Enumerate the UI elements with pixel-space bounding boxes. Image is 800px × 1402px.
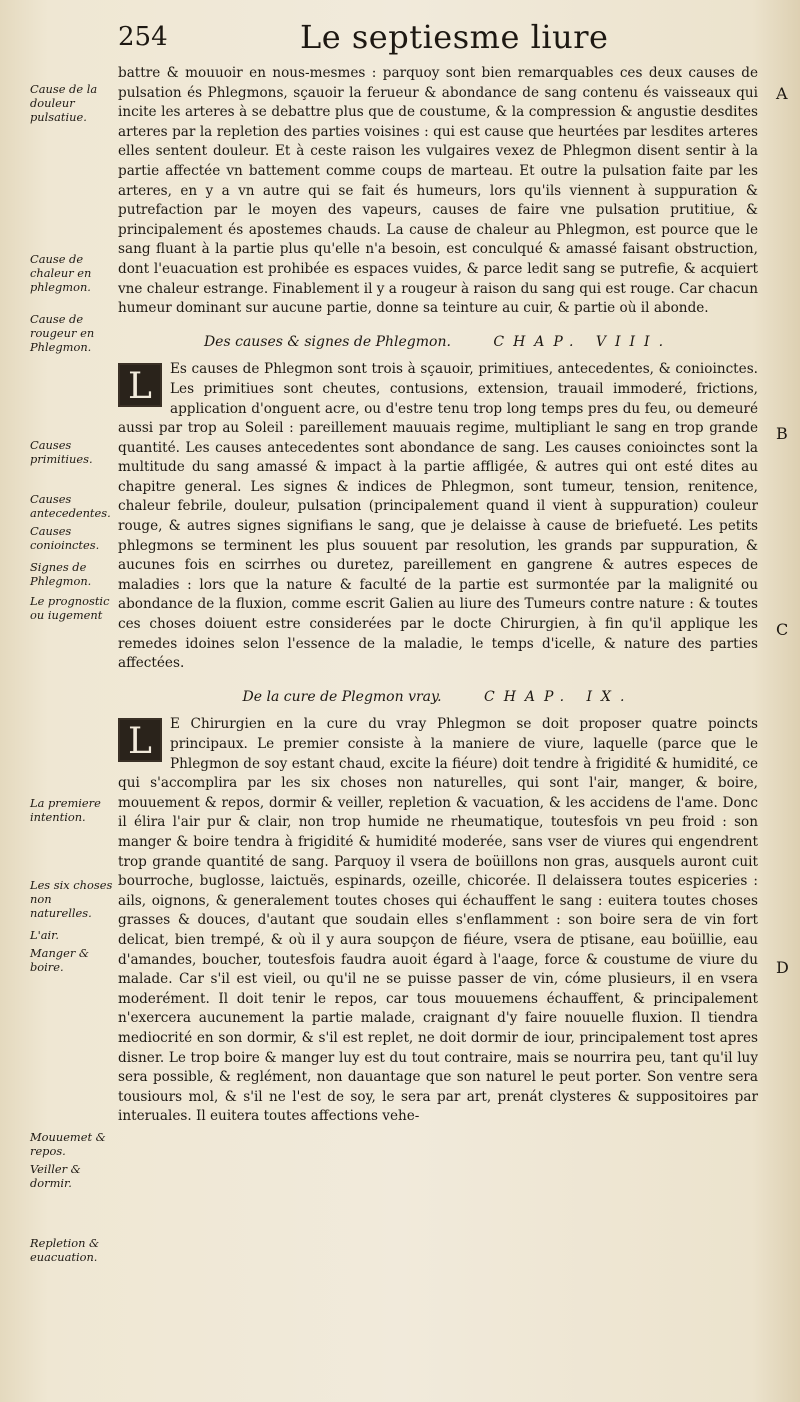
margin-note: Les six choses non naturelles. [30,878,113,920]
signature-mark: C [776,620,789,639]
paragraph: battre & mouuoir en nous-mesmes : parquoy sont bien remarquables ces deux causes de pulsation és Phlegmons, sçauoir la ferueur & abondance de sang contenu és vaisseaux qui incite les arteres à se debattre plus que de coustume, & la compression & angustie desdites arteres par la repletion des parties voisines : qui est cause que heurtées par lesdites arteres elles sentent douleur. Et à ceste raison les vulgaires vexez de Phlegmon disent sentir à la partie affectée vn battement comme coups de marteau. Et outre la pulsation faite par les arteres, en y a vn autre qui se fait és humeurs, lors qu'ils viennent à suppuration & putrefaction par le moyen des vapeurs, causes de faire vne pulsation prutitiue, & principalement és apostemes chauds. La cause de chaleur au Phlegmon, est pource que le sang fluant à la partie plus qu'elle n'a besoin, est conculqué & amassé faisant obstruction, dont l'euacuation est prohibée es espaces vuides, & parce ledit sang se putrefie, & acquiert vne chaleur estrange. Finablement il y a rougeur à raison du sang qui est rouge. Car chacun humeur dominant sur aucune partie, donne sa teinture au cuir, & partie où il abonde. [118,65,758,317]
margin-note: Causes conioinctes. [30,524,100,552]
paragraph-text: E Chirurgien en la cure du vray Phlegmon se doit proposer quatre poincts principaux. Le premier consiste à la maniere de viure, laquelle (parce que le Phlegmon de soy estant chaud, excite la fiéure) doit tendre à frigidité & humidité, ce qui s'accomplira par les six choses non naturelles, qui sont l'air, manger, & boire, mouuement & repos, dormir & veiller, repletion & vacuation, & les accidens de l'ame. Donc il élira l'air pur & clair, non trop humide ne rheumatique, toutesfois vn peu froid : son manger & boire tendra à frigidité & humidité moderée, sans vser de viures qui engendrent trop grande quantité de sang. Parquoy il vsera de boüillons non gras, ausquels auront cuit bourroche, buglosse, laictuës, espinards, ozeille, chicorée. Il delaissera toutes espiceries : ails, oignons, & generalement toutes choses qui échauffent le sang : euitera toutes choses grasses & douces, d'autant que soudain elles s'enflamment : son boire sera de vin fort delicat, bien trempé, & où il y aura soupçon de fiéure, vsera de ptisane, eau boüillie, eau d'amandes, boucher, toutesfois faudra auoit égard à l'aage, force & coustume de viure du malade. Car s'il est vieil, ou qu'il ne se puisse passer de vin, cóme plusieurs, il en vsera moderément. Il doit tenir le repos, car tous mouuemens échauffent, & principalement n'exercera aucunement la partie malade, craignant d'y faire nouuelle fluxion. Il tiendra mediocrité en son dormir, & s'il est replet, ne doit dormir de iour, principalement tost apres disner. Le trop boire & manger luy est du tout contraire, mais se nourrira peu, tant qu'il luy sera possible, & reglément, non dauantage que son naturel le peut porter. Son ventre sera tousiours mol, & s'il ne l'est de soy, le sera par art, prenát clysteres & suppositoires par interuales. Il euitera toutes affections vehe- [118,716,758,1125]
signature-mark: D [776,958,789,977]
margin-note: Causes primitiues. [30,438,93,466]
margin-note: Le prognostic ou iugement [30,594,110,622]
page-header [0,18,800,58]
margin-note: La premiere intention. [30,796,101,824]
drop-cap-initial: L [118,363,162,407]
paragraph-text: Es causes de Phlegmon sont trois à sçauoir, primitiues, antecedentes, & conioinctes. Les primitiues sont cheutes, contusions, extension, trauail immoderé, frictions, application d'onguent acre, ou d'estre tenu trop long temps pres du feu, ou demeuré aussi par trop au Soleil : pareillement mauuais regime, multipliant le sang en trop grande quantité. Les causes antecedentes sont abondance de sang. Les causes conioinctes sont la multitude du sang amassé & impact à la partie affligée, & autres qui ont esté dites au chapitre general. Les signes & indices de Phlegmon, sont tumeur, tension, renitence, chaleur febrile, douleur, pulsation (principalement quand il vient à suppuration) couleur rouge, & autres signes signifians le sang, que je delaisse à cause de briefueté. Les petits phlegmons se terminent les plus souuent par resolution, les grands par suppuration, & aucunes fois en scirrhes ou duretez, pareillement en gangrene & autres especes de maladies : lors que la nature & faculté de la partie est surmontée par la malignité ou abondance de la fluxion, comme escrit Galien au liure des Tumeurs contre nature : & toutes ces choses doiuent estre considerées par le docte Chirurgien, à fin qu'il applique les remedes idoines selon l'essence de la maladie, le temps d'icelle, & nature des parties affectées. [118,361,758,672]
chapter-heading [118,688,758,708]
margin-note: Manger & boire. [30,946,90,974]
running-head: Le septiesme liure [300,18,609,56]
signature-mark: B [776,424,788,443]
margin-note: Repletion & euacuation. [30,1236,100,1264]
margin-note: Cause de rougeur en Phlegmon. [30,312,95,354]
margin-note: Mouuemet & repos. [30,1130,106,1158]
paragraph [118,360,758,674]
main-text [118,64,758,1127]
margin-notes [0,0,118,1402]
chapter-title: Des causes & signes de Phlegmon. [203,333,451,350]
margin-note: Cause de la douleur pulsatiue. [30,82,98,124]
margin-note: Causes antecedentes. [30,492,111,520]
signature-mark: A [776,84,788,103]
chapter-number: CHAP. VIII. [493,333,673,350]
page-number: 254 [118,22,168,52]
chapter-heading [118,333,758,353]
paragraph [118,715,758,1126]
margin-note: Signes de Phlegmon. [30,560,92,588]
drop-cap-initial: L [118,718,162,762]
margin-note: Veiller & dormir. [30,1162,81,1190]
margin-note: Cause de chaleur en phlegmon. [30,252,92,294]
chapter-title: De la cure de Plegmon vray. [242,688,442,705]
margin-note: L'air. [30,928,59,942]
chapter-number: CHAP. IX. [483,688,634,705]
